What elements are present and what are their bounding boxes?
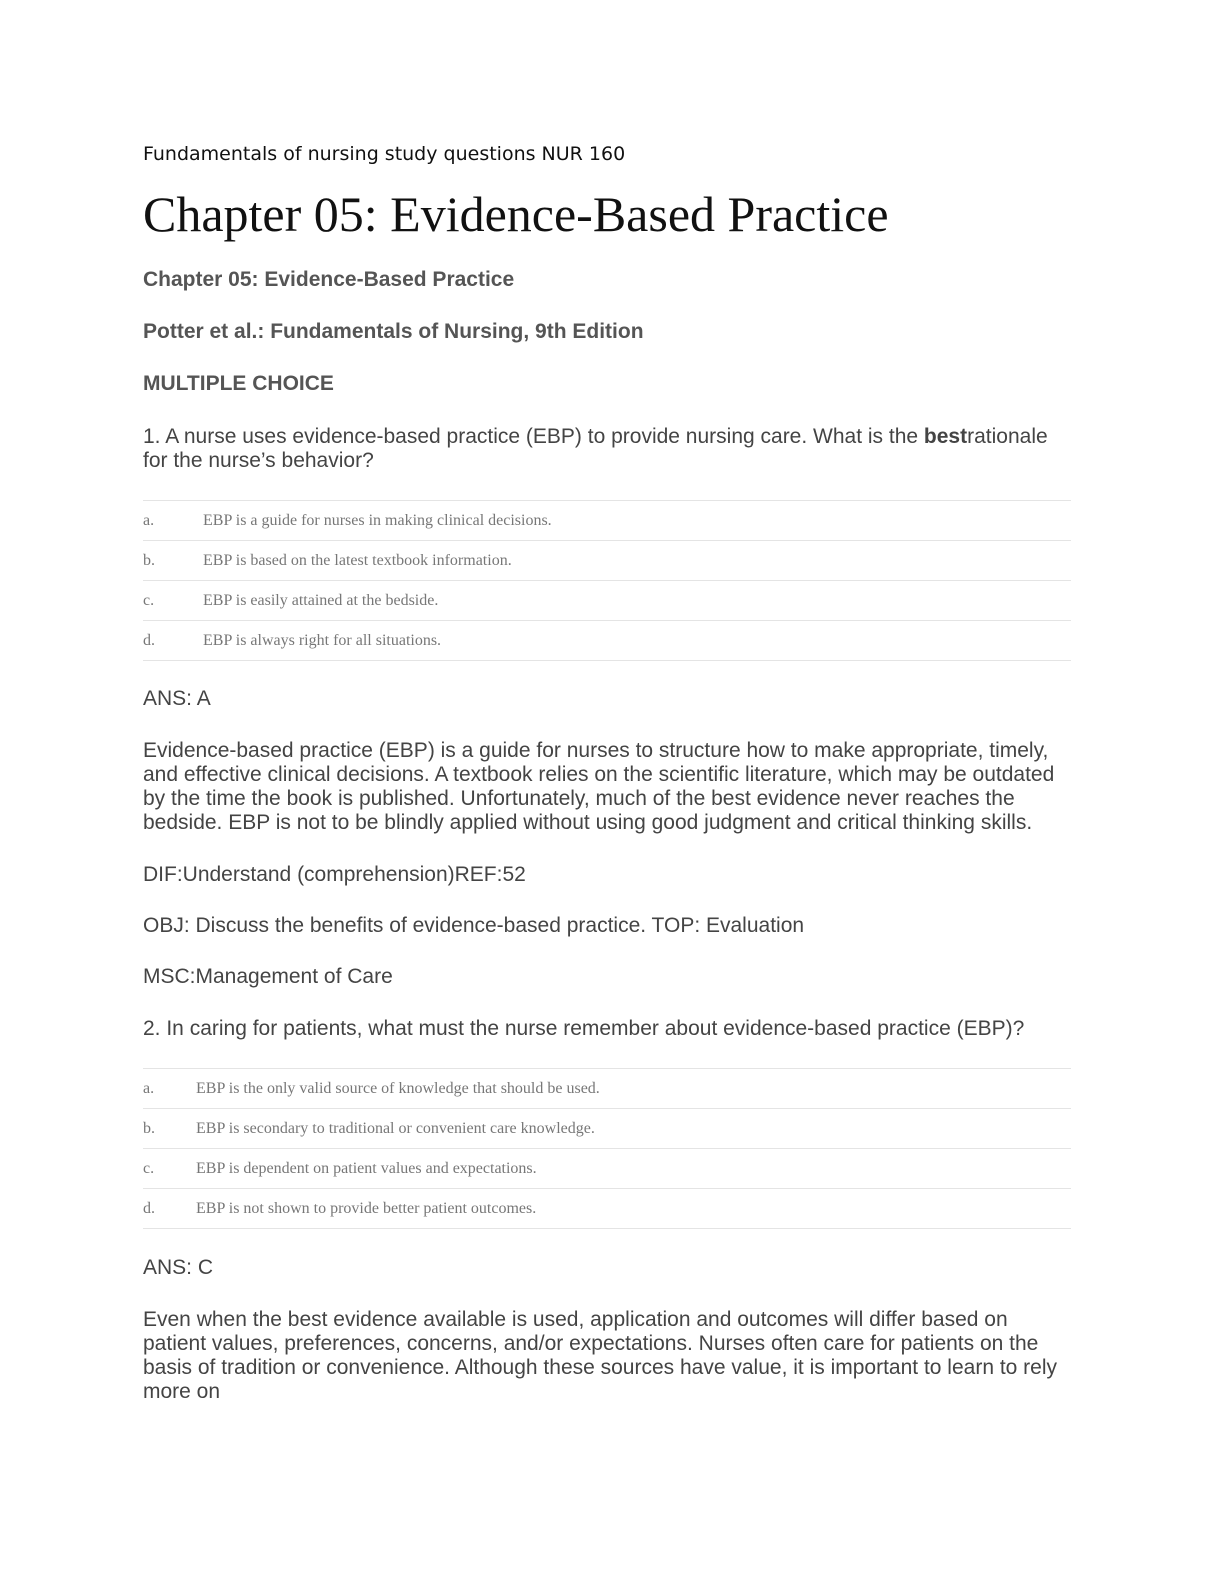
option-letter: a. <box>143 511 155 529</box>
option-text: EBP is not shown to provide better patient outcomes. <box>196 1199 537 1217</box>
question-2-stem: 2. In caring for patients, what must the nurse remember about evidence-based practice (EBP)? <box>143 1017 1025 1040</box>
question-1-stem-after: rationale for the nurse’s behavior? <box>143 425 1048 472</box>
question-1-obj: OBJ: Discuss the benefits of evidence-based practice. TOP: Evaluation <box>143 914 805 937</box>
question-1-stem-emphasis: best <box>923 425 968 448</box>
option-row[interactable] <box>143 1109 1071 1149</box>
option-text: EBP is a guide for nurses in making clinical decisions. <box>203 511 552 529</box>
question-1-stem-before: 1. A nurse uses evidence-based practice (EBP) to provide nursing care. What is the <box>143 425 924 448</box>
option-text: EBP is easily attained at the bedside. <box>203 591 439 609</box>
option-letter: d. <box>143 631 155 649</box>
section-heading: MULTIPLE CHOICE <box>143 372 334 395</box>
question-1-options <box>143 500 1071 661</box>
option-text: EBP is based on the latest textbook information. <box>203 551 512 569</box>
option-text: EBP is secondary to traditional or convenient care knowledge. <box>196 1119 595 1137</box>
course-line: Fundamentals of nursing study questions NUR 160 <box>143 143 626 165</box>
question-2-answer: ANS: C <box>143 1256 214 1279</box>
option-letter: b. <box>143 1119 155 1137</box>
book-reference: Potter et al.: Fundamentals of Nursing, 9th Edition <box>143 320 644 343</box>
option-text: EBP is dependent on patient values and expectations. <box>196 1159 537 1177</box>
question-1-rationale: Evidence-based practice (EBP) is a guide for nurses to structure how to make appropriate, timely, and effective clinical decisions. A textbook relies on the scientific literature, which may be outdated by the time the book is published. Unfortunately, much of the best evidence never reaches the bedside. EBP is not to be blindly applied without using good judgment and critical thinking skills. <box>143 739 1055 834</box>
option-text: EBP is always right for all situations. <box>203 631 442 649</box>
question-1-answer: ANS: A <box>143 687 211 710</box>
question-2-rationale: Even when the best evidence available is used, application and outcomes will differ based on patient values, preferences, concerns, and/or expectations. Nurses often care for patients on the basis of tradition or convenience. Although these sources have value, it is important to learn to rely more on <box>143 1308 1058 1403</box>
question-1-stem <box>143 425 1071 473</box>
option-text: EBP is the only valid source of knowledge that should be used. <box>196 1079 600 1097</box>
page-title: Chapter 05: Evidence-Based Practice <box>143 186 889 242</box>
option-row[interactable] <box>143 541 1071 581</box>
option-letter: b. <box>143 551 155 569</box>
chapter-subheader: Chapter 05: Evidence-Based Practice <box>143 268 515 291</box>
option-letter: c. <box>143 1159 155 1177</box>
option-row[interactable] <box>143 1149 1071 1189</box>
option-letter: a. <box>143 1079 155 1097</box>
question-1-msc: MSC:Management of Care <box>143 965 393 988</box>
question-2-options <box>143 1068 1071 1229</box>
option-row[interactable] <box>143 501 1071 541</box>
option-row[interactable] <box>143 621 1071 661</box>
option-row[interactable] <box>143 1069 1071 1109</box>
option-letter: c. <box>143 591 155 609</box>
question-1-dif: DIF:Understand (comprehension)REF:52 <box>143 863 526 886</box>
option-letter: d. <box>143 1199 155 1217</box>
option-row[interactable] <box>143 581 1071 621</box>
option-row[interactable] <box>143 1189 1071 1229</box>
